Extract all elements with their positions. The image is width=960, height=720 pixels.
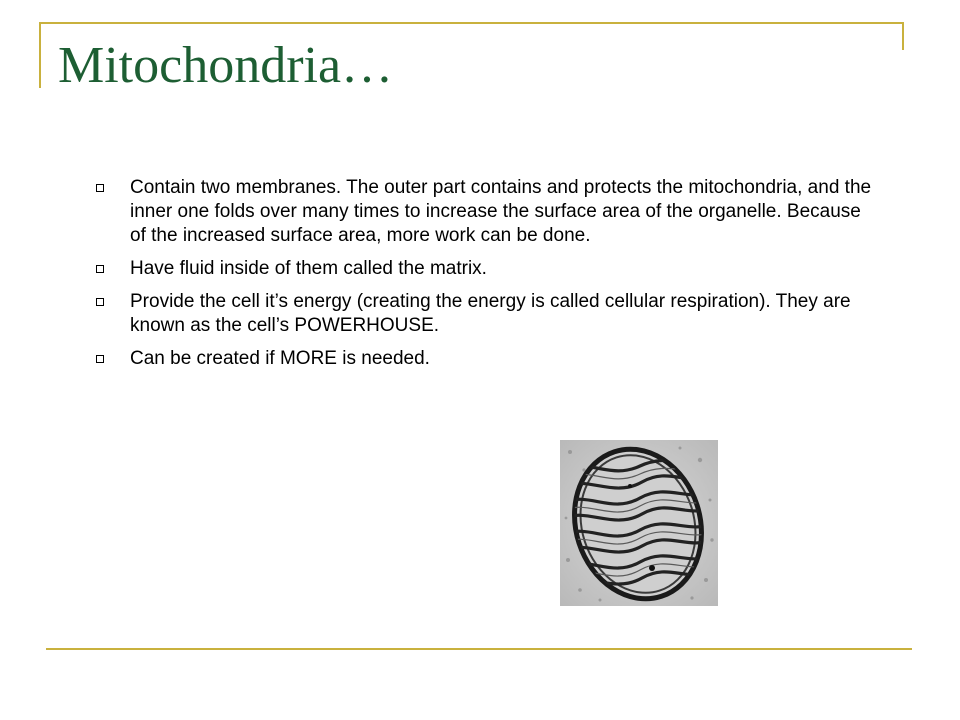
mitochondrion-micrograph [560, 440, 718, 606]
square-bullet-icon [96, 355, 104, 363]
square-bullet-icon [96, 298, 104, 306]
top-rule [40, 22, 904, 24]
bullet-item [96, 257, 876, 281]
bullet-text: Contain two membranes. The outer part contains and protects the mitochondria, and the inner one folds over many times to increase the surface area of the organelle. Because of the increased surface area, more work can be done. [130, 177, 872, 246]
bullet-text: Have fluid inside of them called the matrix. [130, 258, 487, 279]
bottom-rule [46, 648, 912, 650]
bullet-item [96, 347, 876, 371]
bullet-item [96, 176, 876, 248]
mitochondrion-image-icon [560, 440, 718, 606]
bullet-text: Can be created if MORE is needed. [130, 348, 430, 369]
bullet-text: Provide the cell it’s energy (creating the energy is called cellular respiration). They are known as the cell’s POWERHOUSE. [130, 291, 851, 336]
right-rule [902, 22, 904, 50]
bullet-list [96, 176, 876, 380]
bullet-item [96, 290, 876, 338]
square-bullet-icon [96, 184, 104, 192]
square-bullet-icon [96, 265, 104, 273]
left-rule [39, 22, 41, 88]
slide-title: Mitochondria… [58, 37, 394, 94]
